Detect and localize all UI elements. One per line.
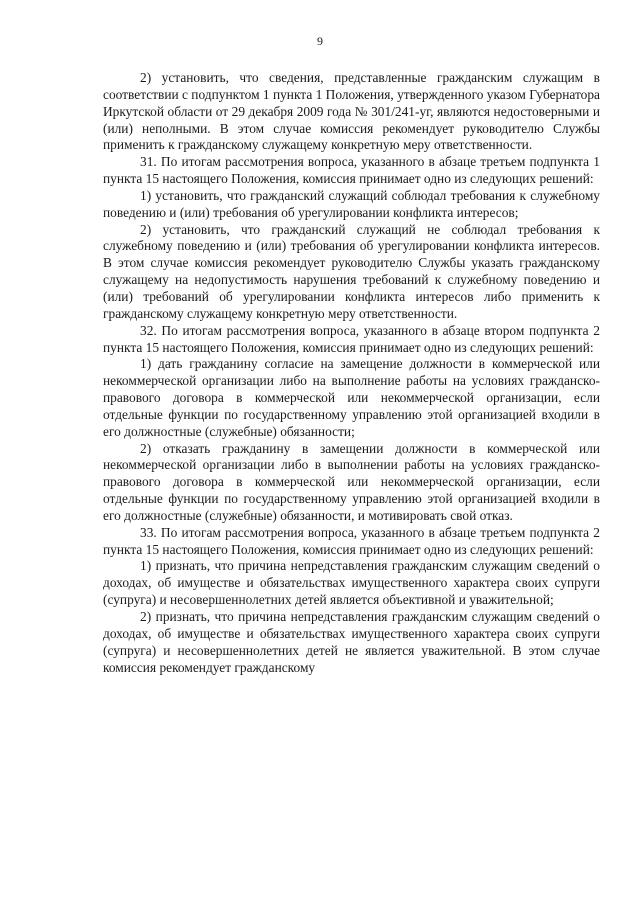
document-body [103,70,600,676]
paragraph-33-item-1: 1) признать, что причина непредставления гражданским служащим сведений о доходах, об имуществе и обязательствах имущественного характера своих супруги (супруга) и несовершеннолетних детей является объективной и уважительной; [103,558,600,608]
paragraph-33-item-2: 2) признать, что причина непредставления гражданским служащим сведений о доходах, об имуществе и обязательствах имущественного характера своих супруги (супруга) и несовершеннолетних детей не является уважительной. В этом случае комиссия рекомендует гражданскому [103,609,600,675]
paragraph-31-heading: 31. По итогам рассмотрения вопроса, указанного в абзаце третьем подпункта 1 пункта 15 настоящего Положения, комиссия принимает одно из следующих решений: [103,154,600,187]
paragraph-33-heading: 33. По итогам рассмотрения вопроса, указанного в абзаце третьем подпункта 2 пункта 15 настоящего Положения, комиссия принимает одно из следующих решений: [103,524,600,557]
page-number: 9 [317,34,323,48]
paragraph-2-establish-unreliable-info: 2) установить, что сведения, представленные гражданским служащим в соответствии с подпунктом 1 пункта 1 Положения, утвержденного указом Губернатора Иркутской области от 29 декабря 2009 года № 301/241-уг, являются недостоверными и (или) неполными. В этом случае комиссия рекомендует руководителю Службы применить к гражданскому служащему конкретную меру ответственности. [103,70,600,153]
paragraph-32-item-1: 1) дать гражданину согласие на замещение должности в коммерческой или некоммерческой организации либо на выполнение работы на условиях гражданско-правового договора в коммерческой или некоммерческой организации, если отдельные функции по государственному управлению этой организацией входили в его должностные (служебные) обязанности; [103,356,600,439]
paragraph-31-item-2: 2) установить, что гражданский служащий не соблюдал требования к служебному поведению и (или) требования об урегулировании конфликта интересов. В этом случае комиссия рекомендует руководителю Службы указать гражданскому служащему на недопустимость нарушения требований к служебному поведению и (или) требований об урегулировании конфликта интересов либо применить к гражданскому служащему конкретную меру ответственности. [103,221,600,321]
paragraph-31-item-1: 1) установить, что гражданский служащий соблюдал требования к служебному поведению и (или) требования об урегулировании конфликта интересов; [103,187,600,220]
paragraph-32-heading: 32. По итогам рассмотрения вопроса, указанного в абзаце втором подпункта 2 пункта 15 настоящего Положения, комиссия принимает одно из следующих решений: [103,322,600,355]
paragraph-32-item-2: 2) отказать гражданину в замещении должности в коммерческой или некоммерческой организации либо в выполнении работы на условиях гражданско-правового договора в коммерческой или некоммерческой организации, если отдельные функции по государственному управлению этой организацией входили в его должностные (служебные) обязанности, и мотивировать свой отказ. [103,440,600,523]
